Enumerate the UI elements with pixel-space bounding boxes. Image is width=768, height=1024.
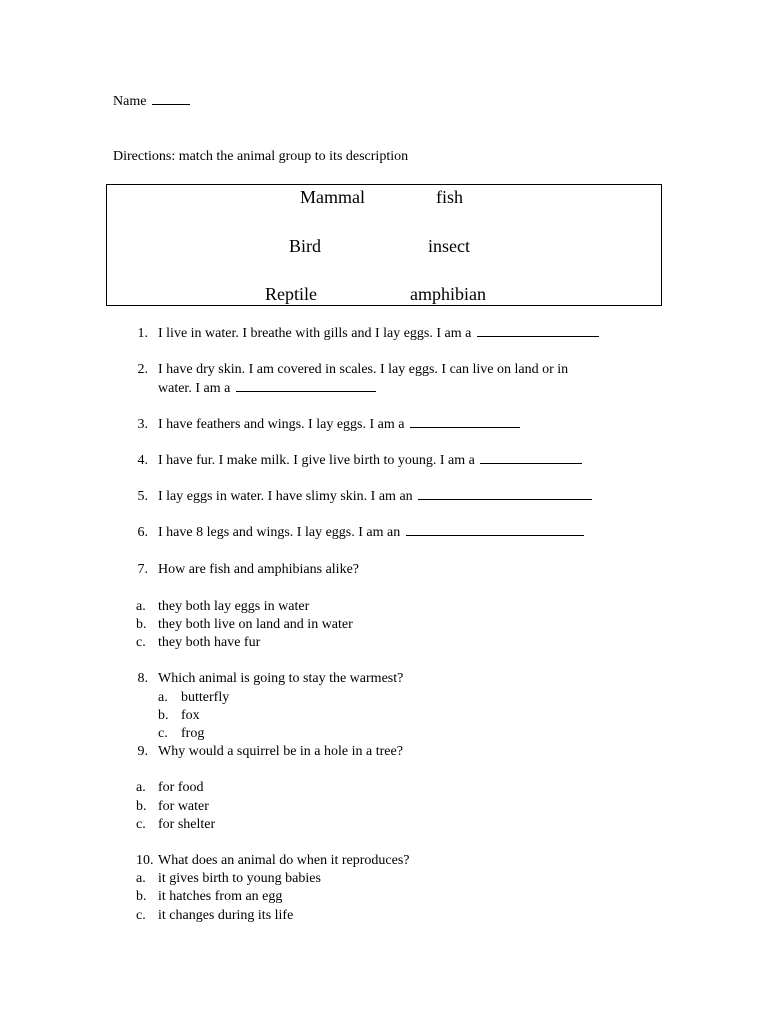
question-number: 9. <box>137 744 148 759</box>
word-bank-item: amphibian <box>410 284 486 304</box>
option-text[interactable]: they both live on land and in water <box>158 617 353 632</box>
option-letter: c. <box>136 635 146 650</box>
question-text: I have dry skin. I am covered in scales. I lay eggs. I can live on land or in <box>158 362 569 377</box>
option-letter: b. <box>136 617 147 632</box>
option-letter: b. <box>136 889 147 904</box>
question-text-continued: water. I am a <box>158 381 231 396</box>
question-text: I have 8 legs and wings. I lay eggs. I am an <box>158 525 401 540</box>
answer-line[interactable] <box>480 462 582 464</box>
answer-line[interactable] <box>410 426 520 428</box>
question-number: 5. <box>137 489 148 504</box>
question-number: 7. <box>137 562 148 577</box>
option-letter: a. <box>136 780 146 795</box>
word-bank-item: insect <box>428 236 470 256</box>
question-number: 10. <box>136 853 154 868</box>
question-text: Which animal is going to stay the warmest? <box>158 671 404 686</box>
directions: Directions: match the animal group to its description <box>113 149 409 164</box>
option-text[interactable]: it changes during its life <box>158 908 294 923</box>
option-text[interactable]: frog <box>181 726 205 741</box>
option-letter: c. <box>136 817 146 832</box>
question-number: 2. <box>137 362 148 377</box>
question-text: How are fish and amphibians alike? <box>158 562 359 577</box>
option-letter: c. <box>158 726 168 741</box>
answer-line[interactable] <box>477 335 599 337</box>
name-answer-line[interactable] <box>152 103 190 105</box>
answer-line[interactable] <box>418 498 592 500</box>
name-field <box>113 94 190 110</box>
question-text: Why would a squirrel be in a hole in a tree? <box>158 744 403 759</box>
question-number: 6. <box>137 525 148 540</box>
word-bank-item: Bird <box>289 236 322 256</box>
question-number: 3. <box>137 417 148 432</box>
option-text[interactable]: they both lay eggs in water <box>158 599 310 614</box>
option-text[interactable]: for water <box>158 799 209 814</box>
option-letter: c. <box>136 908 146 923</box>
question-text: What does an animal do when it reproduces? <box>158 853 410 868</box>
question-number: 8. <box>137 671 148 686</box>
option-text[interactable]: it hatches from an egg <box>158 889 283 904</box>
word-bank-box <box>106 184 662 306</box>
option-letter: a. <box>136 599 146 614</box>
word-bank-item: fish <box>436 187 463 207</box>
question-text: I live in water. I breathe with gills and I lay eggs. I am a <box>158 326 472 341</box>
question-number: 1. <box>137 326 148 341</box>
option-text[interactable]: it gives birth to young babies <box>158 871 321 886</box>
option-text[interactable]: they both have fur <box>158 635 261 650</box>
option-letter: b. <box>158 708 169 723</box>
question-text: I have fur. I make milk. I give live birth to young. I am a <box>158 453 475 468</box>
option-text[interactable]: fox <box>181 708 200 723</box>
option-text[interactable]: for shelter <box>158 817 216 832</box>
answer-line[interactable] <box>236 390 376 392</box>
question-number: 4. <box>137 453 148 468</box>
option-letter: a. <box>158 690 168 705</box>
answer-line[interactable] <box>406 534 584 536</box>
question-text: I have feathers and wings. I lay eggs. I am a <box>158 417 405 432</box>
question-text: I lay eggs in water. I have slimy skin. I am an <box>158 489 413 504</box>
option-letter: b. <box>136 799 147 814</box>
option-text[interactable]: for food <box>158 780 204 795</box>
word-bank-item: Reptile <box>265 284 317 304</box>
word-bank-item: Mammal <box>300 187 365 207</box>
name-label: Name <box>113 94 147 109</box>
option-letter: a. <box>136 871 146 886</box>
option-text[interactable]: butterfly <box>181 690 230 705</box>
